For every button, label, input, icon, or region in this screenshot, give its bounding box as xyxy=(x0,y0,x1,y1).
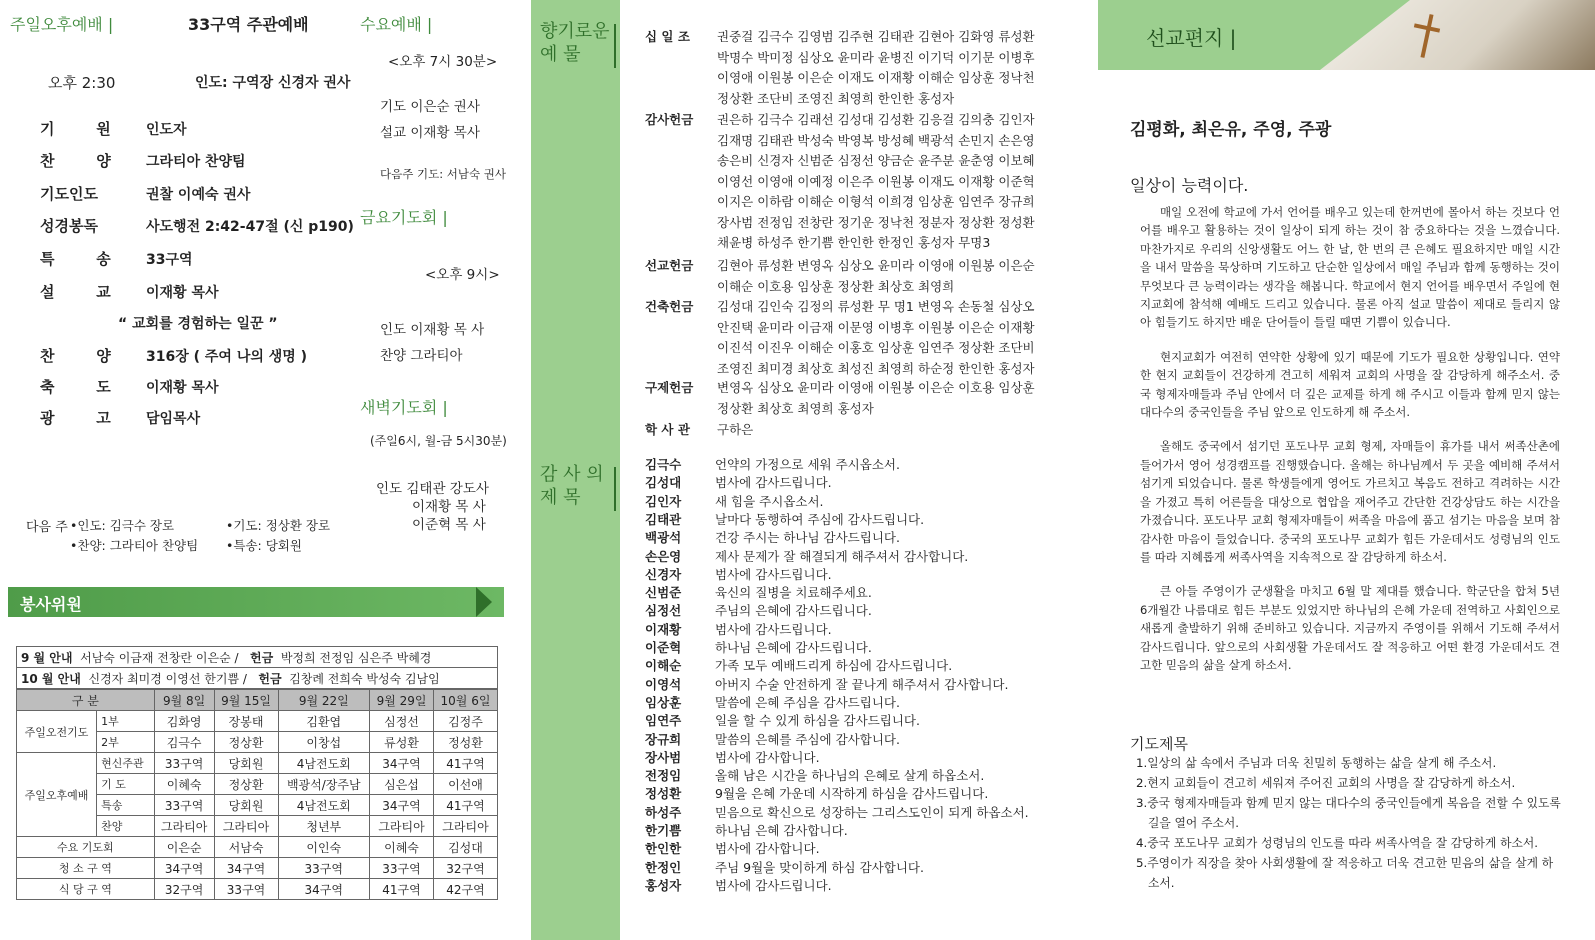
thanks-item xyxy=(645,804,1029,823)
table-cell: 이선애 xyxy=(433,774,497,795)
offering-label: 구제헌금 xyxy=(645,380,694,395)
thanks-item xyxy=(645,639,872,658)
offering-line: 채윤병 하성주 한기쁨 한인한 한정인 홍성자 무명3 xyxy=(717,235,991,250)
offering-line: 구하은 xyxy=(717,422,754,437)
friday-time: <오후 9시> xyxy=(425,267,500,283)
table-cell: 33구역 xyxy=(370,858,434,879)
table-cell: 김극수 xyxy=(154,732,214,753)
thanks-item xyxy=(645,474,832,493)
thanks-name: 김인자 xyxy=(645,493,682,509)
thanks-item xyxy=(645,621,832,640)
order-label: 성경봉독 xyxy=(40,217,98,235)
order-item xyxy=(40,183,250,204)
row-group-label: 식 당 구 역 xyxy=(17,879,155,900)
thanks-text: 하나님 은혜에 감사드립니다. xyxy=(715,640,872,655)
offering-line: 이영선 이영애 이예정 이은주 이원봉 이재도 이재황 이준혁 xyxy=(717,173,1035,189)
offering-label: 헌금 xyxy=(250,650,274,665)
row-sub-label: 찬양 xyxy=(97,816,155,837)
thanks-text: 주님 9월을 맞이하게 하심 감사합니다. xyxy=(715,859,924,875)
thanks-text: 건강 주시는 하나님 감사드립니다. xyxy=(715,530,900,546)
prayer-item: 3.중국 형제자매들과 함께 믿지 않는 대다수의 중국인들에게 복음을 전할 수 있도록 길을 열어 주소서. xyxy=(1136,796,1561,830)
thanks-item xyxy=(645,785,988,804)
thanks-name: 김성대 xyxy=(645,475,682,491)
table-cell: 당회원 xyxy=(214,795,278,816)
thanks-text: 육신의 질병을 치료해주세요. xyxy=(715,585,872,601)
thanks-text: 범사에 감사합니다. xyxy=(715,749,820,765)
table-cell: 33구역 xyxy=(278,858,370,879)
order-value: 권찰 이예숙 권사 xyxy=(146,187,251,203)
order-label: 찬 양 xyxy=(40,152,111,170)
thanks-item xyxy=(645,511,924,530)
header-diagonal xyxy=(1320,0,1410,70)
thanks-title: 감 사 의 제 목 xyxy=(540,464,604,508)
offering-label: 건축헌금 xyxy=(645,299,694,314)
table-row xyxy=(17,753,498,774)
offering-group xyxy=(645,110,1057,254)
order-value: 담임목사 xyxy=(146,411,201,427)
offering-names: 박정희 전정임 심은주 박혜경 xyxy=(280,650,432,665)
table-cell: 정상환 xyxy=(214,732,278,753)
row-sub-label: 특송 xyxy=(97,795,155,816)
afternoon-service-title: 주일오후예배 | xyxy=(10,15,114,34)
thanks-item xyxy=(645,548,968,567)
table-cell: 34구역 xyxy=(370,795,434,816)
thanks-item xyxy=(645,694,900,713)
thanks-name: 한인한 xyxy=(645,841,682,857)
thanks-name: 한기쁨 xyxy=(645,823,682,838)
offering-names xyxy=(717,256,1057,297)
offering-group xyxy=(645,297,1057,379)
volunteer-table-wrap xyxy=(16,646,498,900)
table-cell: 김화영 xyxy=(154,711,214,732)
table-cell: 34구역 xyxy=(278,879,370,900)
next-week-item: •인도: 김극수 장로 xyxy=(70,518,175,533)
prayer-item: 2.현지 교회들이 견고히 세워져 주어진 교회의 사명을 잘 감당하게 하소서. xyxy=(1136,776,1516,790)
order-label: 축 도 xyxy=(40,378,111,396)
table-cell: 정성환 xyxy=(433,732,497,753)
wednesday-next: 다음주 기도: 서남숙 권사 xyxy=(380,167,506,181)
thanks-name: 임연주 xyxy=(645,713,682,729)
table-cell: 장봉태 xyxy=(214,711,278,732)
table-cell: 4남전도회 xyxy=(278,753,370,774)
wednesday-title: 수요예배 | xyxy=(360,15,433,34)
table-row: 10 월 안내 신경자 최미경 이영선 한기쁨 / 헌금 김창례 전희숙 박성숙 김남임 xyxy=(17,668,498,689)
table-header-cell: 9월 8일 xyxy=(154,690,214,711)
service-time: 오후 2:30 xyxy=(48,74,116,92)
letter-title: 선교편지 | xyxy=(1146,26,1237,50)
thanks-text: 범사에 감사드립니다. xyxy=(715,566,832,582)
thanks-text: 말씀에 은혜 주심을 감사드립니다. xyxy=(715,694,900,710)
offering-group xyxy=(645,27,1057,109)
table-cell: 김정주 xyxy=(433,711,497,732)
order-value: 33구역 xyxy=(146,252,193,268)
row-sub-label: 기 도 xyxy=(97,774,155,795)
friday-leader: 인도 이재황 목 사 xyxy=(380,322,485,338)
banner-arrow-icon xyxy=(476,587,492,617)
thanks-item xyxy=(645,749,820,768)
offering-line: 이지은 이하람 이해순 이형석 이희경 임상훈 임연주 장규희 xyxy=(717,194,1035,209)
guide-names: 신경자 최미경 이영선 한기쁨 xyxy=(88,671,240,686)
month-label: 10 월 안내 xyxy=(21,671,81,686)
table-header-cell: 9월 29일 xyxy=(370,690,434,711)
thanks-text: 하나님 은혜 감사합니다. xyxy=(715,823,848,838)
table-cell: 이인숙 xyxy=(278,837,370,858)
table-row xyxy=(17,858,498,879)
thanks-name: 백광석 xyxy=(645,530,682,546)
thanks-name: 심정선 xyxy=(645,603,682,619)
next-week-label: 다음 주 xyxy=(26,520,68,535)
thanks-item xyxy=(645,529,900,548)
letter-paragraph: 매일 오전에 학교에 가서 언어를 배우고 있는데 한꺼번에 몰아서 하는 것보다 언어를 배우고 활용하는 것이 일상이 되게 하는 것이 참 중요하다는 것을 느꼈습니다. 마찬가지로 우리의 신앙생활도 어느 한 날, 한 번의 큰 은혜도 필요하지만 매일 시간을 내서 말씀을 묵상하며 기도하고 단순한 일상에서 매일 주님과 함께 동행하는 것이 무엇보다 큰 능력이라는 생각을 해봅니다. 학교에서 현지 언어를 배우면서 주일에 현지교회에 참석해 예배도 드리고 있습니다. 물론 아직 설교 말씀이 제대로 들리지 않아 힘들기도 하지만 배운 단어들이 들릴 때면 기쁨이 있습니다. xyxy=(1140,205,1560,330)
letter-subtitle: 일상이 능력이다. xyxy=(1130,176,1249,195)
thanks-text: 날마다 동행하여 주심에 감사드립니다. xyxy=(715,511,925,527)
order-label: 설 교 xyxy=(40,283,111,301)
table-cell: 33구역 xyxy=(154,795,214,816)
offering-label: 선교헌금 xyxy=(645,258,694,273)
order-value: 인도자 xyxy=(146,122,187,138)
order-value: 316장 ( 주여 나의 생명 ) xyxy=(146,349,308,365)
table-cell: 33구역 xyxy=(214,879,278,900)
row-group-label: 주일오전기도 xyxy=(17,711,97,753)
offering-names xyxy=(717,420,1057,441)
table-cell: 4남전도회 xyxy=(278,795,370,816)
prayer-item: 1.일상의 삶 속에서 주님과 더욱 친밀히 동행하는 삶을 살게 해 주소서. xyxy=(1136,756,1497,770)
thanks-item xyxy=(645,859,924,878)
offering-line: 이진석 이진우 이해순 이홍호 임상훈 임연주 정상환 조단비 xyxy=(717,340,1035,355)
thanks-item xyxy=(645,566,832,585)
thanks-name: 임상훈 xyxy=(645,694,682,710)
next-week-item: •특송: 당회원 xyxy=(226,538,302,553)
table-cell: 그라티아 xyxy=(214,816,278,837)
offering-line: 김현아 류성환 변영옥 심상오 윤미라 이영애 이원봉 이은순 xyxy=(717,258,1035,273)
volunteer-schedule-table xyxy=(16,689,498,900)
prayer-list xyxy=(1136,753,1561,893)
table-row xyxy=(17,690,498,711)
title-bar xyxy=(614,467,616,511)
thanks-name: 신경자 xyxy=(645,566,682,582)
table-cell: 41구역 xyxy=(433,795,497,816)
thanks-name: 전정임 xyxy=(645,768,682,784)
service-leader: 인도: 구역장 신경자 권사 xyxy=(195,75,351,91)
offering-line: 권은하 김극수 김래선 김성대 김성환 김응걸 김의충 김인자 xyxy=(717,112,1035,127)
table-cell: 34구역 xyxy=(214,858,278,879)
thanks-item xyxy=(645,822,848,841)
order-item xyxy=(40,313,278,333)
table-cell: 그라티아 xyxy=(370,816,434,837)
sermon-title: “ 교회를 경험하는 일꾼 ” xyxy=(118,316,278,332)
order-item xyxy=(40,345,307,366)
thanks-text: 믿음으로 확신으로 성장하는 그리스도인이 되게 하옵소서. xyxy=(715,804,1029,820)
offering-line: 권중걸 김극수 김영범 김주현 김태관 김현아 김화영 류성환 xyxy=(717,29,1035,44)
table-header-cell: 9월 15일 xyxy=(214,690,278,711)
letter-paragraph: 큰 아들 주영이가 군생활을 마치고 6월 말 제대를 했습니다. 학군단을 합쳐 5년 6개월간 나름대로 힘든 부분도 있었지만 하나님의 은혜 가운데 전역하고 사회인으로 새롭게 출발하기 위해 준비하고 있습니다. 지금까지 주영이를 위해서 기도해 주셔서 감사드립니다. 앞으로의 사회생활 가운데서도 잘 적응하고 어떤 환경 가운데서도 견고한 믿음의 삶을 살게 하소서. xyxy=(1140,584,1560,672)
row-group-label: 주일오후예배 xyxy=(17,753,97,837)
dawn-title: 새벽기도회 | xyxy=(360,398,448,417)
thanks-name: 이해순 xyxy=(645,658,682,674)
thanks-text: 일을 할 수 있게 하심을 감사드립니다. xyxy=(715,713,920,729)
table-cell: 이은순 xyxy=(154,837,214,858)
offering-group xyxy=(645,378,1057,419)
letter-paragraph: 현지교회가 여전히 연약한 상황에 있기 때문에 기도가 필요한 상황입니다. 연약한 현지 교회들이 건강하게 견고히 세워져 교회의 사명을 잘 감당하게 해주소서. 중국 형제자매들과 주님 안에서 더 깊은 교제를 하게 해 주시고 이들과 함께 믿지 않는 대다수의 중국인들을 주님 앞으로 인도하게 해 주소서. xyxy=(1140,349,1560,420)
table-cell: 심은섭 xyxy=(370,774,434,795)
row-sub-label: 현신주관 xyxy=(97,753,155,774)
offering-line: 김성대 김인숙 김정의 류성환 무 명1 변영옥 손동철 심상오 xyxy=(717,299,1035,314)
table-header-cell: 9월 22일 xyxy=(278,690,370,711)
offering-names xyxy=(717,297,1057,379)
table-header-cell: 10월 6일 xyxy=(433,690,497,711)
order-value: 그라티아 찬양팀 xyxy=(146,154,246,170)
order-label: 기도인도 xyxy=(40,185,98,203)
friday-title: 금요기도회 | xyxy=(360,208,448,227)
thanks-text: 9월을 은혜 가운데 시작하게 하심을 감사드립니다. xyxy=(715,786,989,802)
table-cell: 41구역 xyxy=(370,879,434,900)
thanks-name: 신범준 xyxy=(645,585,682,601)
offering-line: 변영옥 심상오 윤미라 이영애 이원봉 이은순 이호용 임상훈 xyxy=(717,380,1035,395)
thanks-text: 언약의 가정으로 세워 주시옵소서. xyxy=(715,457,900,472)
order-item xyxy=(40,281,219,302)
table-cell: 34구역 xyxy=(154,858,214,879)
order-label: 특 송 xyxy=(40,250,111,268)
row-sub-label: 1부 xyxy=(97,711,155,732)
offering-line: 조영진 최미경 최상호 최성진 최영희 하순정 한인한 홍성자 xyxy=(717,360,1035,376)
offering-line: 박명수 박미정 심상오 윤미라 윤병진 이기덕 이기문 이병후 xyxy=(717,49,1035,65)
thanks-text: 범사에 감사드립니다. xyxy=(715,621,832,637)
offering-names xyxy=(717,27,1057,109)
order-value: 사도행전 2:42-47절 (신 p190) xyxy=(146,219,354,235)
month-label: 9 월 안내 xyxy=(21,650,73,665)
table-row: 9 월 안내 서남숙 이금재 전창란 이은순 / 헌금 박정희 전정임 심은주 박혜경 xyxy=(17,647,498,668)
offering-group xyxy=(645,256,1057,297)
table-cell: 32구역 xyxy=(433,858,497,879)
table-cell: 청년부 xyxy=(278,816,370,837)
group-service-title: 33구역 주관예배 xyxy=(188,15,309,34)
table-cell: 32구역 xyxy=(154,879,214,900)
order-value: 이재황 목사 xyxy=(146,285,219,301)
order-label: 광 고 xyxy=(40,409,111,427)
thanks-name: 김태관 xyxy=(645,511,682,527)
offering-names: 김창례 전희숙 박성숙 김남임 xyxy=(289,671,440,686)
thanks-text: 아버지 수술 안전하게 잘 끝나게 해주셔서 감사합니다. xyxy=(715,676,1009,692)
table-cell: 33구역 xyxy=(154,753,214,774)
offering-line: 이영애 이원봉 이은순 이재도 이재황 이해순 임상훈 정낙천 xyxy=(717,70,1035,85)
letter-paragraph: 올해도 중국에서 섬기던 포도나무 교회 형제, 자매들이 휴가를 내서 써족산촌에 들어가서 영어 성경캠프를 진행했습니다. 올해는 하나님께서 두 곳을 예비해 주셔서 섬기게 되었습니다. 물론 학생들에게 영어도 가르치고 복음도 전하고 격려하는 시간을 가졌고 특히 어른들을 대상으로 협압을 재어주고 간단한 건강상담도 하는 시간을 가졌습니다. 포도나무 교회 형제자매들이 써족을 마음에 품고 섬기는 마음을 보며 참 감사한 마음이 들었습니다. 중국의 포도나무 교회가 힘든 가운데서도 성령님의 인도를 따라 지혜롭게 써족사역을 지속적으로 잘 감당하게 하소서. xyxy=(1140,439,1560,564)
row-sub-label: 2부 xyxy=(97,732,155,753)
offering-line: 안진택 윤미라 이금재 이문영 이병후 이원봉 이은순 이재황 xyxy=(717,319,1035,335)
order-item xyxy=(40,118,187,139)
order-item xyxy=(40,215,354,236)
prayer-title: 기도제목 xyxy=(1130,735,1188,753)
table-cell: 김환엽 xyxy=(278,711,370,732)
row-group-label: 청 소 구 역 xyxy=(17,858,155,879)
thanks-item xyxy=(645,456,900,475)
table-cell: 백광석/장주남 xyxy=(278,774,370,795)
offering-group xyxy=(645,420,1057,441)
thanks-text: 말씀의 은혜를 주심에 감사합니다. xyxy=(715,731,900,747)
table-cell: 41구역 xyxy=(433,753,497,774)
volunteer-banner xyxy=(8,587,504,617)
volunteer-usher-table xyxy=(16,646,498,689)
offering-line: 이해순 이호용 임상훈 정상환 최상호 최영희 xyxy=(717,278,955,294)
dawn-time: (주일6시, 월-금 5시30분) xyxy=(370,434,507,448)
thanks-item xyxy=(645,676,1008,695)
table-cell: 당회원 xyxy=(214,753,278,774)
thanks-item xyxy=(645,584,872,603)
order-item xyxy=(40,248,193,269)
dawn-leader-3: 이준혁 목 사 xyxy=(412,517,486,533)
table-cell: 서남숙 xyxy=(214,837,278,858)
table-cell: 34구역 xyxy=(370,753,434,774)
table-cell: 이창섭 xyxy=(278,732,370,753)
offering-line: 김재명 김태관 박성숙 박영복 방성혜 백광석 손민지 손은영 xyxy=(717,132,1035,148)
table-cell: 정상환 xyxy=(214,774,278,795)
order-item xyxy=(40,407,200,428)
order-label: 찬 양 xyxy=(40,347,111,365)
offering-names xyxy=(717,378,1057,419)
table-row xyxy=(17,837,498,858)
table-row xyxy=(17,711,498,732)
thanks-name: 정성환 xyxy=(645,786,682,802)
table-cell: 그라티아 xyxy=(154,816,214,837)
row-group-label: 수요 기도회 xyxy=(17,837,155,858)
table-cell: 김성대 xyxy=(433,837,497,858)
thanks-text: 범사에 감사드립니다. xyxy=(715,877,832,893)
thanks-name: 하성주 xyxy=(645,804,682,820)
offering-line: 장사범 전정임 전창란 정기운 정낙천 정분자 정상환 정성환 xyxy=(717,214,1035,230)
thanks-text: 새 힘을 주시옵소서. xyxy=(715,493,824,509)
thanks-text: 범사에 감사합니다. xyxy=(715,841,820,857)
guide-names: 서남숙 이금재 전창란 이은순 xyxy=(80,650,231,665)
dawn-leader-2: 이재황 목 사 xyxy=(412,499,486,515)
table-cell: 42구역 xyxy=(433,879,497,900)
offering-names xyxy=(717,110,1057,254)
order-item xyxy=(40,150,246,171)
thanks-name: 이영석 xyxy=(645,676,682,692)
thanks-item xyxy=(645,602,872,621)
letter-body xyxy=(1140,203,1560,674)
order-label: 기 원 xyxy=(40,120,111,138)
offering-title: 향기로운 예 물 xyxy=(540,21,610,65)
order-item xyxy=(40,376,219,397)
offering-line: 정상환 조단비 조영진 최영희 한인한 홍성자 xyxy=(717,90,955,106)
offering-label: 학 사 관 xyxy=(645,422,690,437)
thanks-item xyxy=(645,731,900,750)
friday-praise: 찬양 그라티아 xyxy=(380,348,463,364)
dawn-leader: 인도 김태관 강도사 xyxy=(376,481,489,497)
prayer-item: 4.중국 포도나무 교회가 성령님의 인도를 따라 써족사역을 잘 감당하게 하소서. xyxy=(1136,836,1539,850)
thanks-text: 제사 문제가 잘 해결되게 해주셔서 감사합니다. xyxy=(715,548,969,564)
thanks-item xyxy=(645,712,920,731)
wednesday-sermon: 설교 이재황 목사 xyxy=(380,125,480,141)
order-value: 이재황 목사 xyxy=(146,380,219,396)
next-week-item: •기도: 정상환 장로 xyxy=(226,518,331,533)
thanks-name: 손은영 xyxy=(645,548,682,564)
volunteer-title: 봉사위원 xyxy=(20,595,82,614)
offering-label: 십 일 조 xyxy=(645,29,690,44)
offering-line: 정상환 최상호 최영희 홍성자 xyxy=(717,400,874,416)
wednesday-time: <오후 7시 30분> xyxy=(388,54,498,70)
thanks-name: 홍성자 xyxy=(645,877,682,893)
table-cell: 류성환 xyxy=(370,732,434,753)
thanks-name: 한정인 xyxy=(645,859,682,875)
table-header-cell: 구 분 xyxy=(17,690,155,711)
thanks-name: 김극수 xyxy=(645,457,682,472)
thanks-text: 범사에 감사드립니다. xyxy=(715,475,832,491)
thanks-name: 이재황 xyxy=(645,621,682,637)
table-cell: 심정선 xyxy=(370,711,434,732)
thanks-item xyxy=(645,877,832,896)
thanks-text: 주님의 은혜에 감사드립니다. xyxy=(715,603,872,619)
table-cell: 이혜숙 xyxy=(370,837,434,858)
thanks-item xyxy=(645,657,952,676)
thanks-name: 장규희 xyxy=(645,731,682,747)
table-cell: 이혜숙 xyxy=(154,774,214,795)
table-cell: 그라티아 xyxy=(433,816,497,837)
title-bar xyxy=(614,24,616,68)
thanks-name: 이준혁 xyxy=(645,640,682,655)
thanks-name: 장사범 xyxy=(645,749,682,765)
missionary-names: 김평화, 최은유, 주영, 주광 xyxy=(1130,120,1332,140)
table-row xyxy=(17,879,498,900)
thanks-text: 가족 모두 예배드리게 하심에 감사드립니다. xyxy=(715,658,953,674)
offering-line: 송은비 신경자 신범준 심정선 양금순 윤주분 윤춘영 이보혜 xyxy=(717,153,1035,168)
thanks-item xyxy=(645,767,984,786)
wednesday-prayer: 기도 이은순 권사 xyxy=(380,99,480,115)
next-week-item: •찬양: 그라티아 찬양팀 xyxy=(70,538,199,553)
offering-label: 감사헌금 xyxy=(645,112,694,127)
thanks-item xyxy=(645,493,824,512)
thanks-text: 올해 남은 시간을 하나님의 은혜로 살게 하옵소서. xyxy=(715,768,985,784)
offering-label: 헌금 xyxy=(258,671,282,686)
prayer-item: 5.주영이가 직장을 찾아 사회생활에 잘 적응하고 더욱 견고한 믿음의 삶을 살게 하소서. xyxy=(1136,856,1554,890)
thanks-item xyxy=(645,840,820,859)
